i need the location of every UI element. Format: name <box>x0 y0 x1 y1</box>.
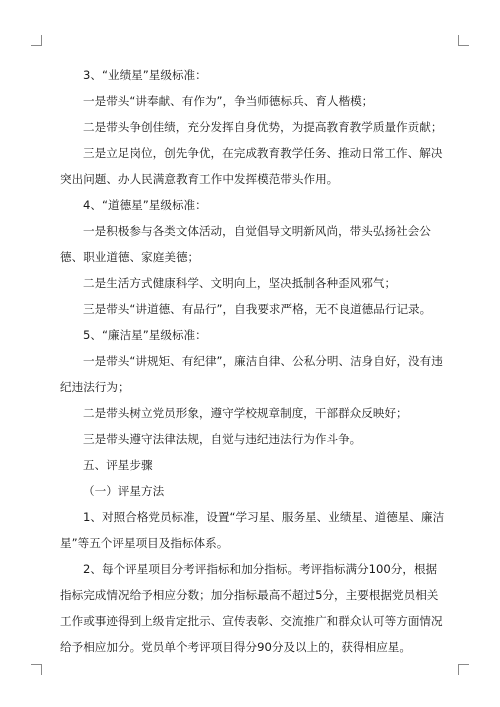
paragraph: 一是带头“讲规矩、有纪律”，廉洁自律、公私分明、洁身自好，没有违纪违法行为； <box>60 354 443 394</box>
paragraph: 三是立足岗位，创先争优，在完成教育教学任务、推动日常工作、解决突出问题、办人民满意教育工作中发挥模范带头作用。 <box>60 146 443 186</box>
subsection-heading-evaluation-method: （一）评星方法 <box>83 484 165 498</box>
paragraph: 2、每个评星项目分考评指标和加分指标。考评指标满分100分，根据指标完成情况给予相应分数；加分指标最高不超过5分，主要根据党员相关工作或事迹得到上级肯定批示、宣传表彰、交流推广和群众认可等方面情况给予相应加分。党员单个考评项目得分90分及以上的，获得相应星。 <box>60 562 443 654</box>
paragraph: 二是带头争创佳绩，充分发挥自身优势，为提高教育教学质量作贡献； <box>83 120 443 134</box>
paragraph: 三是带头遵守法律法规，自觉与违纪违法行为作斗争。 <box>83 432 362 446</box>
crop-mark-bottom-right <box>458 664 469 675</box>
crop-mark-top-right <box>458 35 469 46</box>
crop-mark-bottom-left <box>31 664 42 675</box>
section-heading-evaluation-steps: 五、评星步骤 <box>83 458 153 472</box>
paragraph: 1、对照合格党员标准，设置“学习星、服务星、业绩星、道德星、廉洁星”等五个评星项目及指标体系。 <box>60 510 445 550</box>
section-heading-morality-star: 4、“道德星”星级标准： <box>83 198 207 212</box>
section-heading-achievement-star: 3、“业绩星”星级标准： <box>83 68 207 82</box>
document-body <box>60 62 448 660</box>
paragraph: 三是带头“讲道德、有品行”，自我要求严格，无不良道德品行记录。 <box>83 302 432 316</box>
paragraph: 一是带头“讲奉献、有作为”，争当师德标兵、育人楷模； <box>83 94 374 108</box>
paragraph: 二是带头树立党员形象，遵守学校规章制度，干部群众反映好； <box>83 406 408 420</box>
paragraph: 一是积极参与各类文体活动，自觉倡导文明新风尚，带头弘扬社会公德、职业道德、家庭美德； <box>60 224 431 264</box>
paragraph: 二是生活方式健康科学、文明向上，坚决抵制各种歪风邪气； <box>83 276 397 290</box>
section-heading-integrity-star: 5、“廉洁星”星级标准： <box>83 328 207 342</box>
crop-mark-top-left <box>31 35 42 46</box>
